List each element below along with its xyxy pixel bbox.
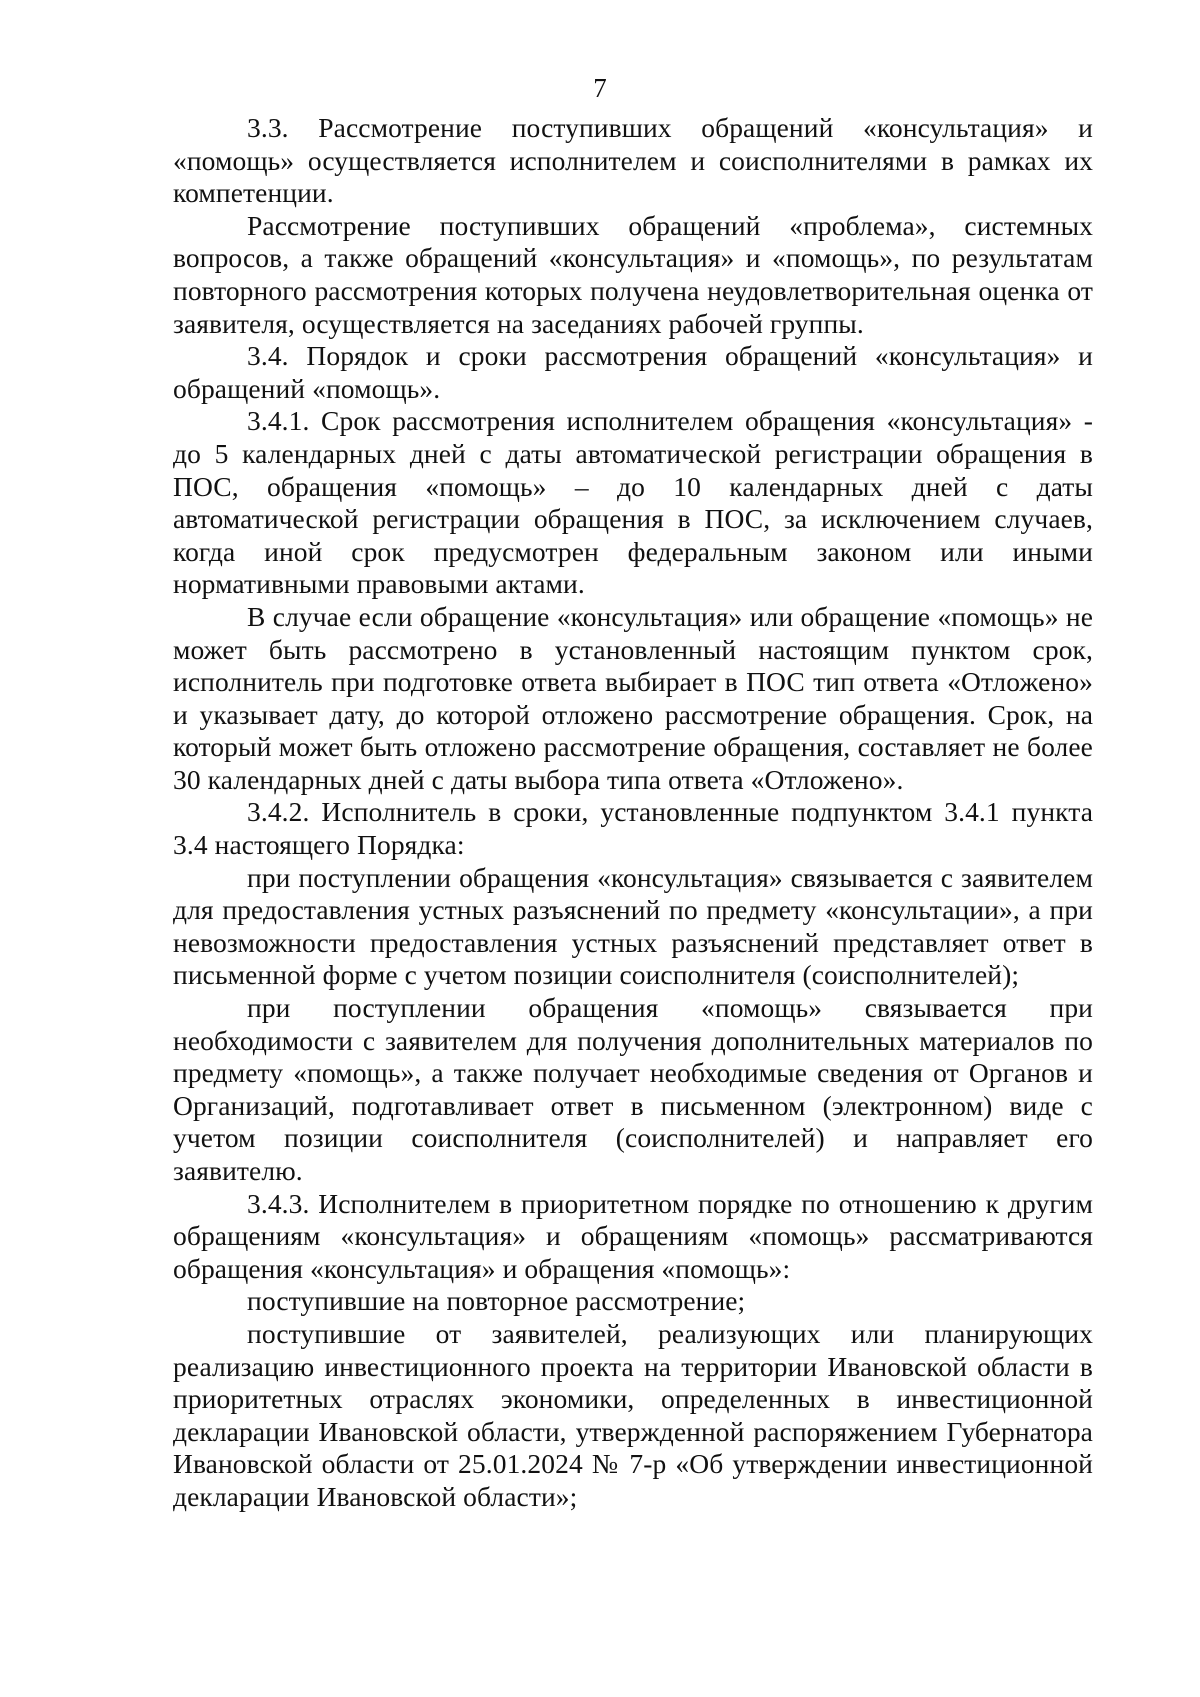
paragraph-3-4-2: 3.4.2. Исполнитель в сроки, установленные подпунктом 3.4.1 пункта 3.4 настоящего Порядка:	[173, 796, 1093, 861]
paragraph-3-4-2-consultation: при поступлении обращения «консультация» связывается с заявителем для предоставления устных разъяснений по предмету «консультации», а при невозможности предоставления устных разъяснений представляет ответ в письменной форме с учетом позиции соисполнителя (соисполнителей);	[173, 861, 1093, 991]
paragraph-3-4-3: 3.4.3. Исполнителем в приоритетном порядке по отношению к другим обращениям «консультация» и обращениям «помощь» рассматриваются обращения «консультация» и обращения «помощь»:	[173, 1187, 1093, 1284]
paragraph-3-3: 3.3. Рассмотрение поступивших обращений «консультация» и «помощь» осуществляется исполнителем и соисполнителями в рамках их компетенции.	[173, 112, 1093, 209]
paragraph-3-4-1: 3.4.1. Срок рассмотрения исполнителем обращения «консультация» - до 5 календарных дней с даты автоматической регистрации обращения в ПОС, обращения «помощь» – до 10 календарных дней с даты автоматической регистрации обращения в ПОС, за исключением случаев, когда иной срок предусмотрен федеральным законом или иными нормативными правовыми актами.	[173, 405, 1093, 600]
paragraph-3-4-1-postponed: В случае если обращение «консультация» или обращение «помощь» не может быть рассмотрено в установленный настоящим пунктом срок, исполнитель при подготовке ответа выбирает в ПОС тип ответа «Отложено» и указывает дату, до которой отложено рассмотрение обращения. Срок, на который может быть отложено рассмотрение обращения, составляет не более 30 календарных дней с даты выбора типа ответа «Отложено».	[173, 600, 1093, 795]
document-body	[173, 112, 1093, 1514]
paragraph-3-4-3-investors: поступившие от заявителей, реализующих или планирующих реализацию инвестиционного проекта на территории Ивановской области в приоритетных отраслях экономики, определенных в инвестиционной декларации Ивановской области, утвержденной распоряжением Губернатора Ивановской области от 25.01.2024 № 7-р «Об утверждении инвестиционной декларации Ивановской области»;	[173, 1317, 1093, 1512]
paragraph-3-4-2-help: при поступлении обращения «помощь» связывается при необходимости с заявителем для получения дополнительных материалов по предмету «помощь», а также получает необходимые сведения от Органов и Организаций, подготавливает ответ в письменном (электронном) виде с учетом позиции соисполнителя (соисполнителей) и направляет его заявителю.	[173, 992, 1093, 1186]
paragraph-3-4-3-repeat: поступившие на повторное рассмотрение;	[247, 1285, 746, 1317]
page-number: 7	[593, 73, 607, 103]
paragraph-3-4: 3.4. Порядок и сроки рассмотрения обращений «консультация» и обращений «помощь».	[173, 340, 1093, 404]
paragraph-3-3-continued: Рассмотрение поступивших обращений «проблема», системных вопросов, а также обращений «консультация» и «помощь», по результатам повторного рассмотрения которых получена неудовлетворительная оценка от заявителя, осуществляется на заседаниях рабочей группы.	[173, 209, 1093, 339]
